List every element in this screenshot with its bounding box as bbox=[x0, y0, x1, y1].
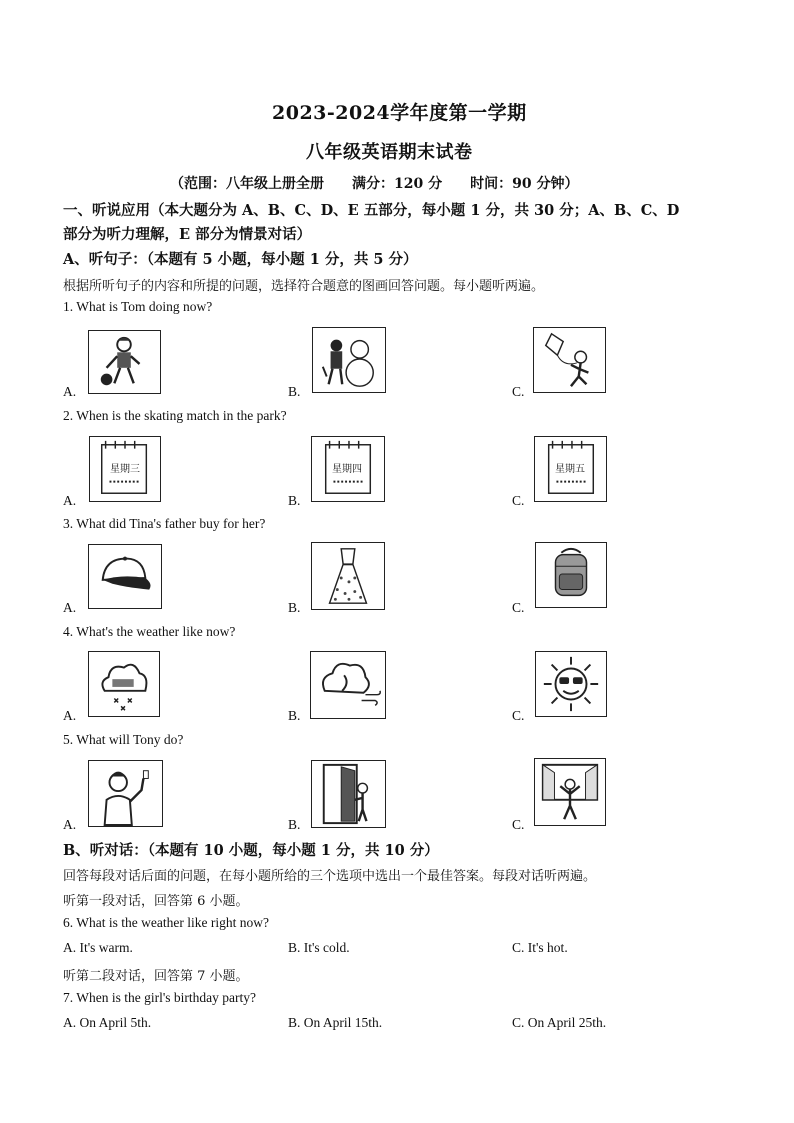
q2-option-a[interactable]: A. bbox=[63, 493, 77, 508]
q5-option-b[interactable]: B. bbox=[288, 817, 301, 832]
boy-flying-kite-icon[interactable] bbox=[533, 327, 606, 393]
q2-option-c[interactable]: C. bbox=[512, 493, 525, 508]
q1-option-a[interactable]: A. bbox=[63, 384, 77, 399]
q4-option-b[interactable]: B. bbox=[288, 708, 301, 723]
q7-option-a[interactable]: A. On April 5th. bbox=[63, 1015, 152, 1030]
q7-option-c[interactable]: C. On April 25th. bbox=[512, 1015, 607, 1030]
backpack-icon[interactable] bbox=[535, 542, 607, 608]
exam-scope: （范围：八年级上册全册 满分：120 分 时间：90 分钟） bbox=[170, 176, 579, 192]
q1-option-b[interactable]: B. bbox=[288, 384, 301, 399]
boy-opening-window-icon[interactable] bbox=[534, 758, 606, 826]
q5-option-a[interactable]: A. bbox=[63, 817, 77, 832]
sectionB-instruction: 回答每段对话后面的问题，在每小题所给的三个选项中选出一个最佳答案。每段对话听两遍。 bbox=[63, 869, 597, 884]
question-4: 4. What's the weather like now? bbox=[63, 624, 236, 639]
part1-heading-line1: 一、听说应用（本大题分为 A、B、C、D、E 五部分，每小题 1 分，共 30 分；A、B、C、D bbox=[63, 202, 680, 219]
question-3: 3. What did Tina's father buy for her? bbox=[63, 516, 266, 531]
boy-turning-on-light-icon[interactable] bbox=[88, 760, 163, 827]
boy-opening-door-icon[interactable] bbox=[311, 760, 386, 828]
q5-option-c[interactable]: C. bbox=[512, 817, 525, 832]
q4-option-a[interactable]: A. bbox=[63, 708, 77, 723]
q2-option-b[interactable]: B. bbox=[288, 493, 301, 508]
question-2: 2. When is the skating match in the park? bbox=[63, 408, 287, 423]
calendar-label-c: 星期五 bbox=[555, 464, 585, 475]
question-5: 5. What will Tony do? bbox=[63, 732, 184, 747]
q4-option-c[interactable]: C. bbox=[512, 708, 525, 723]
q1-option-c[interactable]: C. bbox=[512, 384, 525, 399]
question-7: 7. When is the girl's birthday party? bbox=[63, 990, 257, 1005]
q6-option-a[interactable]: A. It's warm. bbox=[63, 940, 133, 955]
q6-option-b[interactable]: B. It's cold. bbox=[288, 940, 350, 955]
sectionA-instruction: 根据所听句子的内容和所提的问题，选择符合题意的图画回答问题。每小题听两遍。 bbox=[63, 279, 545, 294]
sunny-sun-icon[interactable] bbox=[535, 651, 607, 717]
q3-option-b[interactable]: B. bbox=[288, 600, 301, 615]
q7-option-b[interactable]: B. On April 15th. bbox=[288, 1015, 383, 1030]
calendar-label-a: 星期三 bbox=[110, 464, 140, 475]
dialog-1-instruction: 听第一段对话，回答第 6 小题。 bbox=[63, 894, 249, 909]
q3-option-a[interactable]: A. bbox=[63, 600, 77, 615]
question-6: 6. What is the weather like right now? bbox=[63, 915, 269, 930]
dialog-2-instruction: 听第二段对话，回答第 7 小题。 bbox=[63, 969, 249, 984]
exam-title: 2023-2024学年度第一学期 bbox=[272, 102, 527, 124]
snowy-cloud-icon[interactable] bbox=[88, 651, 160, 717]
dress-icon[interactable] bbox=[311, 542, 385, 610]
kids-making-snowman-icon[interactable] bbox=[312, 327, 386, 393]
calendar-label-b: 星期四 bbox=[332, 464, 362, 475]
boy-playing-basketball-icon[interactable] bbox=[88, 330, 161, 394]
exam-subtitle: 八年级英语期末试卷 bbox=[306, 142, 473, 163]
cap-icon[interactable] bbox=[88, 544, 162, 609]
sectionA-heading: A、听句子：（本题有 5 小题，每小题 1 分，共 5 分） bbox=[63, 251, 418, 268]
q3-option-c[interactable]: C. bbox=[512, 600, 525, 615]
part1-heading-line2: 部分为听力理解，E 部分为情景对话） bbox=[63, 226, 312, 243]
sectionB-heading: B、听对话：（本题有 10 小题，每小题 1 分，共 10 分） bbox=[63, 842, 439, 859]
windy-cloud-icon[interactable] bbox=[310, 651, 386, 719]
q6-option-c[interactable]: C. It's hot. bbox=[512, 940, 568, 955]
question-1: 1. What is Tom doing now? bbox=[63, 299, 213, 314]
